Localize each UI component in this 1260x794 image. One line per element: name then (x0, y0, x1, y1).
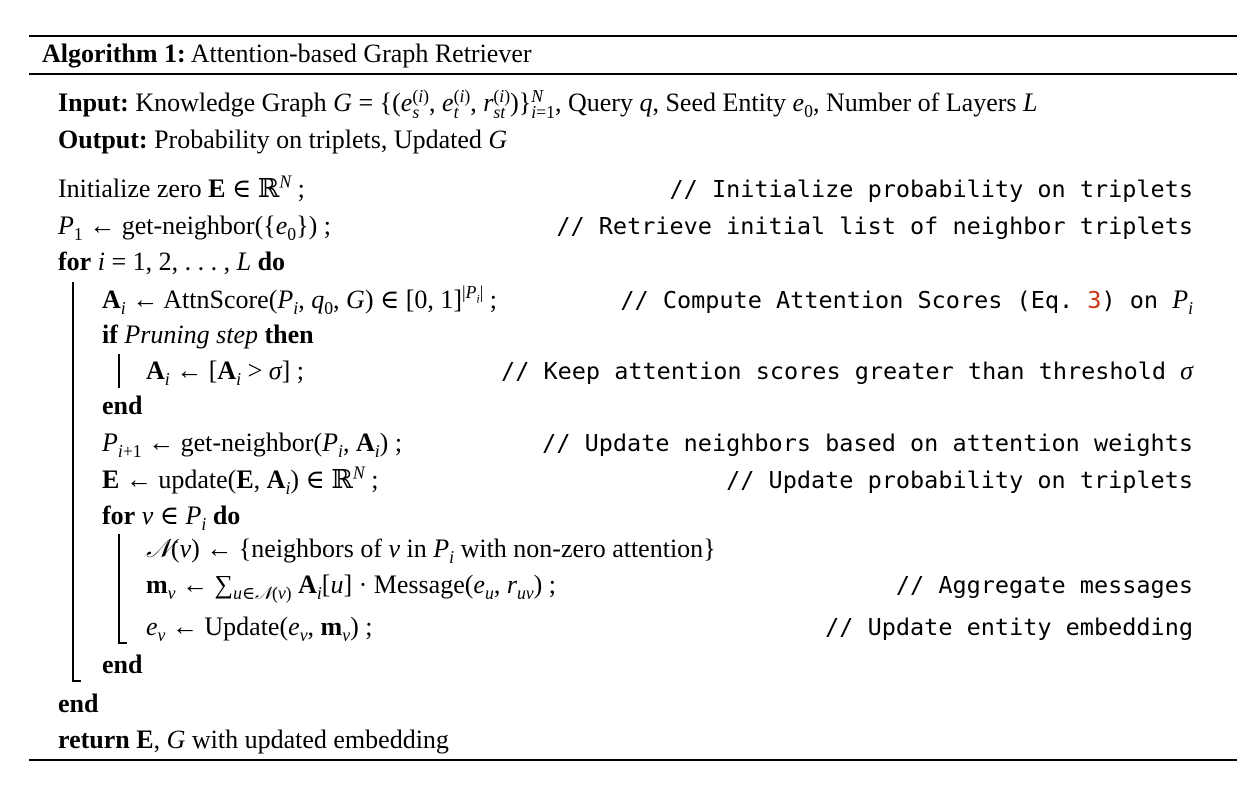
then-keyword: then (264, 320, 314, 349)
comment-aggregate: // Aggregate messages (895, 571, 1193, 599)
for-block-bar (72, 282, 74, 680)
algorithm-title (42, 39, 532, 69)
keep-comment-text: // Keep attention scores greater than threshold (501, 357, 1167, 385)
end-keyword: end (102, 650, 143, 679)
line-attn-score: $A_i$ ← $AttnScore(P_i$, $q_0$, G) ∈ [0, 1]$^{|P_i|}$ ; (102, 282, 498, 319)
pruning-step-text: Pruning step (124, 320, 258, 349)
if-keyword: if (102, 320, 118, 349)
output-line: Output: Probability on triplets, Updated G (58, 125, 508, 154)
input-keyword: Input: (58, 88, 129, 117)
for-block-tick (72, 680, 81, 682)
neighbors-tail-text: with non-zero attention (460, 534, 704, 563)
header-rule (29, 73, 1237, 75)
comment-update-neighbors: // Update neighbors based on attention weights (542, 429, 1193, 457)
line-for-layers: for i = 1, 2, . . . , L do (58, 247, 286, 276)
get-neighbor-fn: get-neighbor (180, 428, 314, 457)
line-update-probability: E ← update(E, $A_i$) ∈ ℝ$^N$ ; (102, 462, 379, 499)
for-keyword: for (58, 247, 92, 276)
input-layers-text: Number of Layers (825, 88, 1017, 117)
comment-attn-score: // Compute Attention Scores (Eq. 3) on $P_i$ (620, 285, 1193, 319)
input-query-text: Query (567, 88, 633, 117)
attn-comment-tail: ) on (1101, 286, 1159, 314)
line-end-if (102, 391, 142, 421)
neighbors-in-text: in (406, 534, 427, 563)
bottom-rule (29, 759, 1237, 761)
line-neighbor-set: 𝒩(v) ← {neighbors of v in $P_i$ with non-zero attention} (146, 534, 716, 568)
update-fn: update (158, 465, 228, 494)
do-keyword: do (212, 501, 241, 530)
attn-comment-text: // Compute Attention Scores (Eq. (620, 286, 1088, 314)
input-line: Input: Knowledge Graph G = {(e (i) s , e (i) t , r (i) st )} N i=1 , Query q, Seed Entity $e_0$, Number of Layers L (58, 86, 1038, 123)
for-node-block-tick (118, 642, 127, 644)
comment-initialize: // Initialize probability on triplets (669, 175, 1193, 203)
update-embedding-fn: Update (204, 612, 280, 641)
line-update-embedding: $e_v$ ← $Update(e_v$, $m_v$) ; (146, 612, 373, 646)
equation-ref-link[interactable]: 3 (1087, 286, 1102, 314)
for-node-block-bar (118, 534, 120, 642)
output-text: Probability on triplets, Updated (154, 125, 482, 154)
get-neighbor-fn: get-neighbor (121, 211, 255, 240)
input-kg-text: Knowledge Graph (135, 88, 327, 117)
line-if-pruning (102, 320, 314, 350)
return-tail-text: with updated embedding (191, 725, 449, 754)
return-keyword: return (58, 725, 130, 754)
line-get-neighbor-update: $P_{i+1}$ ← get-$neighbor(P_i$, $A_i$) ; (102, 428, 403, 462)
line-end-for-layers (58, 689, 98, 719)
input-seed-text: Seed Entity (665, 88, 787, 117)
do-keyword: do (257, 247, 286, 276)
comment-update-probability: // Update probability on triplets (726, 466, 1193, 494)
init-text: Initialize zero (58, 174, 202, 203)
end-keyword: end (102, 391, 143, 420)
attn-score-fn: AttnScore (163, 285, 269, 314)
line-end-for-nodes (102, 650, 142, 680)
line-for-nodes: for v ∈ $P_i$ do (102, 501, 241, 535)
top-rule (29, 35, 1237, 37)
line-initialize: Initialize zero E ∈ ℝ$^N$ ; (58, 171, 305, 203)
for-keyword: for (102, 501, 136, 530)
line-threshold: $A_i$ ← $[A_i > \sigma]$ ; (146, 356, 304, 390)
if-block-bar (118, 354, 120, 388)
line-return: return E, G with updated embedding (58, 725, 449, 754)
end-keyword: end (58, 689, 99, 718)
output-keyword: Output: (58, 125, 148, 154)
algorithm-name: Attention-based Graph Retriever (190, 39, 532, 68)
comment-update-embedding: // Update entity embedding (825, 613, 1193, 641)
comment-retrieve-neighbors: // Retrieve initial list of neighbor triplets (556, 212, 1193, 240)
line-get-neighbor-initial: $P_1$ ← get-$neighbor(\{e_0\})$ ; (58, 211, 331, 245)
line-aggregate: $m_v$ ← $\sum_{u\in 𝒩(v)}$ $A_i[u]$ · $Message(e_u$, $r_{uv}$) ; (146, 570, 557, 604)
comment-threshold: // Keep attention scores greater than threshold σ (501, 356, 1193, 385)
algorithm-label: Algorithm 1: (42, 39, 186, 68)
message-fn: Message (373, 570, 465, 599)
neighbors-text: neighbors of (251, 534, 382, 563)
